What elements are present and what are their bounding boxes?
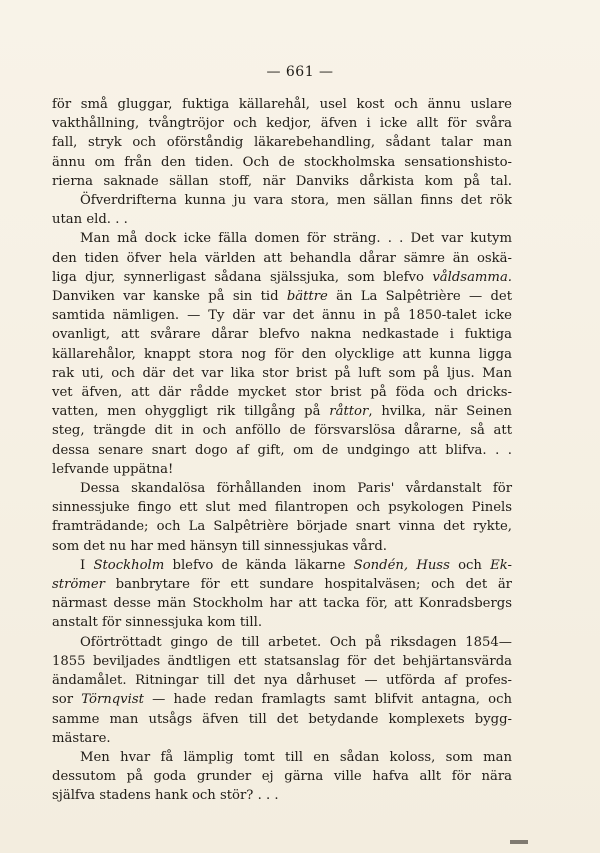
text-line-17-b: råttor	[329, 404, 369, 420]
text-line-11-c: än La Salpêtrière — det	[327, 289, 513, 305]
text-line-25-a: I	[80, 557, 94, 573]
text-line-11-b: bättre	[286, 289, 328, 305]
text-line-30: 1855 beviljades ändtligen ett statsanslag för det behjärtansvärda	[52, 653, 512, 669]
text-line-25-b: Stockholm	[93, 557, 165, 573]
text-line-6: Öfverdrifterna kunna ju vara stora, men sällan finns det rök	[80, 193, 512, 209]
text-line-2: vakthållning, tvångtröjor och kedjor, äfven i icke allt för svåra	[52, 116, 512, 132]
text-line-25	[52, 556, 512, 575]
text-line-36: dessutom på goda grunder ej gärna ville hafva allt för nära	[52, 769, 512, 785]
text-line-26-b: banbrytare för ett sundare hospitalväsen; och det är	[104, 577, 512, 593]
text-line-22: sinnessjuke fingo ett slut med filantropen och psykologen Pinels	[52, 500, 512, 516]
text-line-25-d: Sondén, Huss	[353, 557, 450, 573]
text-line-13: ovanligt, att svårare dårar blefvo nakna nedkastade i fuktiga	[52, 327, 512, 343]
text-line-27: närmast desse män Stockholm har att tacka för, att Konradsbergs	[52, 596, 512, 612]
text-line-21: Dessa skandalösa förhållanden inom Paris' vårdanstalt för	[80, 481, 512, 497]
text-line-5: rierna saknade sällan stoff, när Danviks dårkista kom på tal.	[52, 173, 512, 189]
text-line-1: för små gluggar, fuktiga källarehål, usel kost och ännu uslare	[52, 97, 512, 112]
text-line-17-c: , hvilka, när Seinen	[368, 404, 513, 420]
text-line-20: lefvande uppätna!	[52, 461, 174, 477]
text-line-23: framträdande; och La Salpêtrière började snart vinna det rykte,	[52, 519, 512, 535]
text-line-32	[52, 690, 512, 709]
text-line-26-a: strömer	[52, 577, 105, 593]
text-line-33: samme man utsågs äfven till det betydande komplexets bygg-	[52, 711, 512, 727]
text-line-34: mästare.	[52, 730, 111, 746]
text-line-35: Men hvar få lämplig tomt till en sådan koloss, som man	[80, 749, 512, 765]
text-line-10-b: våldsamma.	[432, 269, 512, 285]
body-text	[52, 95, 512, 806]
text-line-11	[52, 287, 512, 306]
text-line-4: ännu om från den tiden. Och de stockholmska sensationshisto-	[52, 154, 512, 170]
text-line-25-c: blefvo de kända läkarne	[164, 557, 354, 573]
text-line-18: steg, trängde dit in och anföllo de försvarslösa dårarne, så att	[52, 423, 512, 439]
text-line-8: Man må dock icke fälla domen för sträng. . . Det var kutym	[80, 231, 512, 247]
text-line-31: ändamålet. Ritningar till det nya dårhuset — utförda af profes-	[52, 673, 512, 689]
text-line-11-a: Danviken var kanske på sin tid	[52, 289, 287, 305]
text-line-32-a: sor	[52, 692, 82, 708]
text-line-19: dessa senare snart dogo af gift, om de undgingo att blifva. . .	[52, 442, 512, 458]
text-line-15: rak uti, och där det var lika stor brist på luft som på ljus. Man	[52, 365, 512, 381]
text-line-7: utan eld. . .	[52, 212, 128, 228]
text-line-26	[52, 575, 512, 594]
text-line-14: källarehålor, knappt stora nog för den olycklige att kunna ligga	[52, 346, 512, 362]
text-line-17-a: vatten, men ohyggligt rik tillgång på	[52, 404, 330, 420]
text-line-32-c: — hade redan framlagts samt blifvit antagna, och	[143, 692, 513, 708]
text-line-25-f: Ek-	[490, 557, 512, 573]
page-number: — 661 —	[266, 64, 334, 80]
text-line-10-a: liga djur, synnerligast sådana själssjuka, som blefvo	[52, 269, 433, 285]
text-line-28: anstalt för sinnessjuka kom till.	[52, 615, 263, 631]
text-line-16: vet äfven, att där rådde mycket stor brist på föda och dricks-	[52, 385, 512, 401]
text-line-3: fall, stryk och oförståndig läkarebehandling, sådant talar man	[52, 135, 512, 151]
text-line-17	[52, 402, 512, 421]
text-line-32-b: Törnqvist	[81, 692, 144, 708]
text-line-24: som det nu har med hänsyn till sinnessjukas vård.	[52, 538, 387, 554]
text-line-9: den tiden öfver hela världen att behandla dårar sämre än oskä-	[52, 250, 512, 266]
text-line-12: samtida nämligen. — Ty där var det ännu in på 1850-talet icke	[52, 308, 512, 324]
text-line-37: själfva stadens hank och stör? . . .	[52, 788, 279, 804]
text-line-29: Oförtröttadt gingo de till arbetet. Och på riksdagen 1854—	[80, 634, 512, 650]
text-line-10	[52, 268, 512, 287]
text-line-25-e: och	[449, 557, 491, 573]
page-edge-mark	[510, 840, 528, 844]
